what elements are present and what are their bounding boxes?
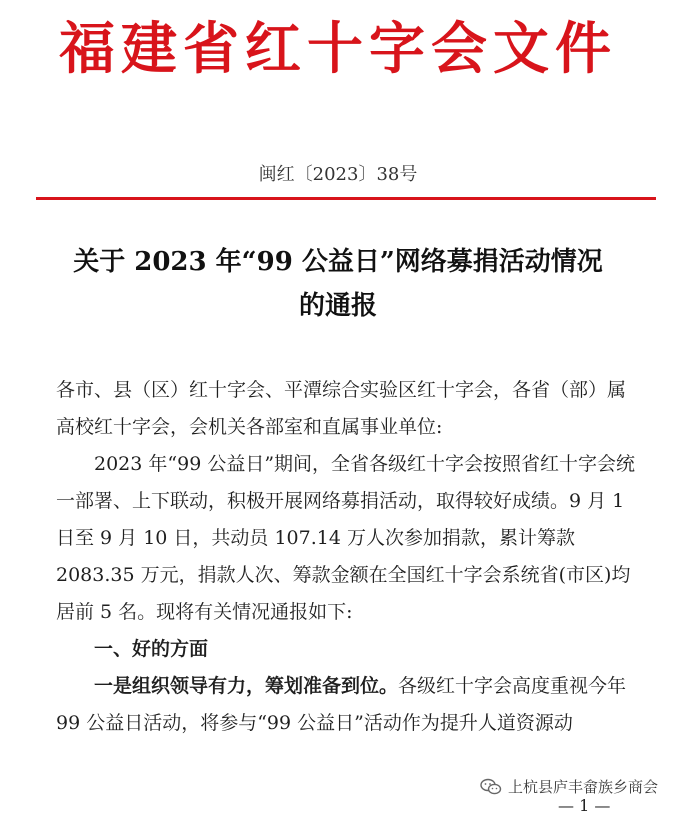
- wechat-icon: [480, 778, 502, 796]
- point-one-paragraph: [56, 668, 636, 742]
- title-line-1: 关于 2023 年“99 公益日”网络募捐活动情况: [73, 247, 603, 277]
- page-number: — 1 —: [558, 796, 611, 815]
- title-line-2: 的通报: [298, 291, 377, 321]
- source-watermark: [480, 776, 658, 797]
- document-body: [56, 372, 636, 742]
- summary-paragraph: 2023 年“99 公益日”期间，全省各级红十字会按照省红十字会统一部署、上下联动，积极开展网络募捐活动，取得较好成绩。9 月 1 日至 9 月 10 日，共动员 107.14 万人次参加捐款，累计筹款 2083.35 万元，捐款人次、筹款金额在全国红十字会系统省(市区)均居前 5 名。现将有关情况通报如下:: [56, 453, 636, 623]
- document-number: 闽红〔2023〕38号: [258, 164, 418, 185]
- document-masthead: 福建省红十字会文件: [59, 16, 617, 82]
- document-title: [30, 240, 646, 328]
- section-heading: 一、好的方面: [94, 638, 209, 660]
- point-one-lead: 一是组织领导有力，筹划准备到位。: [94, 675, 399, 697]
- recipients-paragraph: 各市、县（区）红十字会、平潭综合实验区红十字会，各省（部）属高校红十字会，会机关各部室和直属事业单位:: [56, 379, 627, 438]
- header-red-rule: [36, 197, 656, 200]
- watermark-text: 上杭县庐丰畲族乡商会: [507, 778, 658, 796]
- point-one-text: 各级红十字会高度重视今年 99 公益日活动，将参与“99 公益日”活动作为提升人道资源动: [56, 675, 627, 734]
